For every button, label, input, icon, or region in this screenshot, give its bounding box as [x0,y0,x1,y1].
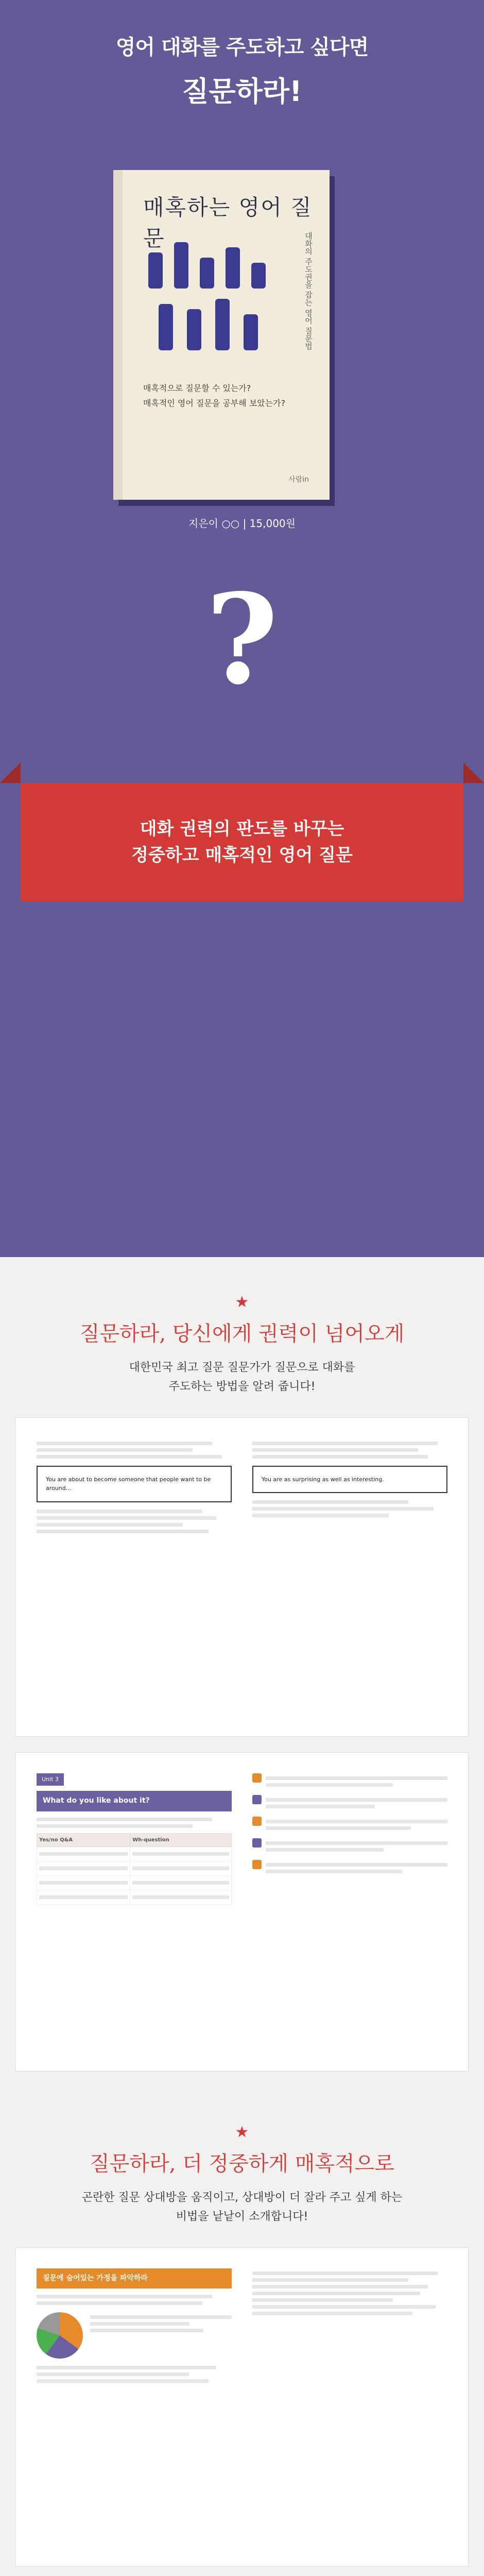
question-mark-graphic: ? [205,567,279,712]
dialog-row [252,1860,447,1876]
page-column-left [37,1773,232,1905]
ribbon-line-2: 정중하고 매혹적인 영어 질문 [131,845,353,866]
speaker-icon [252,1773,262,1783]
dialog-row [252,1795,447,1811]
table-row [37,1876,232,1890]
price-info: 지은이 ○○ | 15,000원 [188,517,296,530]
sample-page-1 [15,1417,469,1737]
pie-chart-graphic [37,2312,83,2359]
ribbon-fold-left [0,762,21,783]
table-header: Yes/no Q&A [37,1834,130,1847]
page-column-left [37,1438,232,1536]
hero-tagline: 영어 대화를 주도하고 싶다면 [115,36,369,59]
hero-section [0,0,484,1257]
book-publisher: 사람in [288,476,309,484]
section-description: 대한민국 최고 질문 질문가가 질문으로 대화를 주도하는 방법을 알려 줍니다! [129,1361,355,1394]
comparison-table [37,1833,232,1905]
page-column-right [252,2268,447,2386]
ribbon-fold-right [463,762,484,783]
quote-box: You are as surprising as well as interesting. [252,1466,447,1494]
table-row [37,1847,232,1861]
section-title: 질문하라, 더 정중하게 매혹적으로 [90,2151,394,2176]
book-subtitle: 매혹적으로 질문할 수 있는가? 매혹적인 영어 질문을 공부해 보았는가? [143,383,286,408]
page-column-right [252,1438,447,1536]
unit-heading: What do you like about it? [37,1791,232,1811]
hero-heading [0,0,484,109]
table-row [37,1861,232,1876]
speaker-icon [252,1817,262,1826]
section-1-header [0,1257,484,1417]
page-column-right [252,1773,447,1905]
hero-title: 질문하라! [182,75,302,108]
ribbon-banner [21,783,463,902]
section-description: 곤란한 질문 상대방을 움직이고, 상대방이 더 잘라 주고 싶게 하는 비법을 낱낱이 소개합니다! [81,2191,403,2224]
star-icon: ★ [235,2123,249,2141]
table-header: Wh-question [130,1834,232,1847]
dialog-row [252,1838,447,1855]
dialog-row [252,1773,447,1790]
page-column-left [37,2268,232,2386]
book-title: 매혹하는 영어 질문 [143,195,313,251]
quote-box: You are about to become someone that people want to be around... [37,1466,232,1502]
speaker-icon [252,1838,262,1848]
book-illustration [143,232,298,366]
unit-tag: Unit 3 [37,1773,64,1786]
book-vertical-text: 대화의 주도권을 잡는 영어 질문법 [304,232,313,350]
sample-page-3 [15,2247,469,2567]
sample-page-2 [15,1752,469,2072]
star-icon: ★ [235,1293,249,1311]
speaker-icon [252,1860,262,1869]
speaker-icon [252,1795,262,1804]
table-row [37,1890,232,1905]
unit-heading: 질문에 숨어있는 가정을 파악하라 [37,2268,232,2289]
book-cover [113,170,330,500]
section-2-header [0,2087,484,2247]
ribbon-line-1: 대화 권력의 판도를 바꾸는 [140,819,344,839]
section-title: 질문하라, 당신에게 권력이 넘어오게 [79,1322,405,1346]
dialog-row [252,1817,447,1833]
